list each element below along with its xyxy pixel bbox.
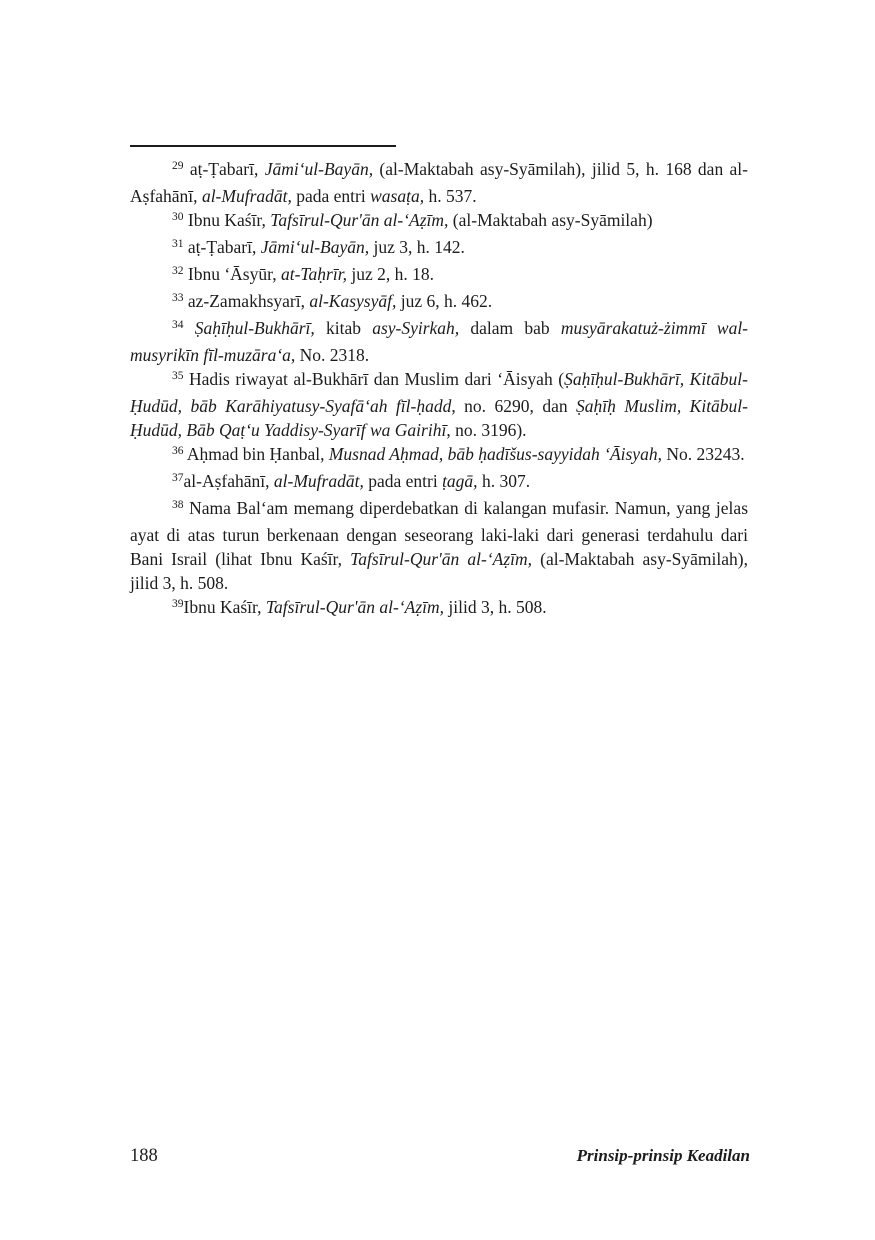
footnote-title-text: al-Mufradāt, [201, 186, 292, 206]
footnote-text: (al-Maktabah asy-Syāmilah) [448, 210, 653, 230]
footnote-text: juz 2, h. 18. [346, 264, 434, 284]
footnote-title-text: Ṣaḥīḥul-Bukhārī, Kitābul-Ḥudūd, bāb Karāhiyatusy-Syafā‘ah fīl-ḥadd [130, 369, 748, 416]
footnote-title-text: Tafsīrul-Qur'ān al-‘Aẓīm, [270, 210, 449, 230]
page-footer [130, 1146, 750, 1167]
footnote-text: al-Aṣfahānī, [183, 471, 274, 491]
footnote-title-text: al-Mufradāt, [273, 471, 364, 491]
footnote-title-text: Ṣaḥīḥul-Bukhārī, [194, 318, 315, 338]
footnote-number: 30 [172, 211, 184, 223]
footnote-text: Aḥmad bin Ḥanbal, [183, 444, 329, 464]
footnote-text: aṭ-Ṭabarī, [183, 159, 265, 179]
footnotes-section [130, 157, 748, 622]
running-title: Prinsip-prinsip Keadilan [576, 1146, 750, 1165]
footnote-text: Hadis riwayat al-Bukhārī dan Muslim dari ‘Āisyah ( [183, 369, 565, 389]
footnote-title-text: musyārakatuż-żimmī wal-musyrikīn fīl-muzāra‘a, [130, 318, 749, 365]
footnote-text: h. 307. [477, 471, 531, 491]
footnote-text: az-Zamakhsyarī, [183, 291, 310, 311]
footnote-title-text: Tafsīrul-Qur'ān al-‘Aẓīm, [350, 549, 533, 569]
footnote-36 [130, 442, 748, 469]
footnote-number: 29 [172, 160, 184, 172]
footnote-number: 33 [172, 292, 184, 304]
footnote-text: No. 2318. [295, 345, 370, 365]
footnote-title-text: at-Taḥrīr, [280, 264, 347, 284]
footnote-number: 34 [172, 319, 184, 331]
footnote-number: 36 [172, 445, 184, 457]
footnote-text [184, 318, 195, 338]
footnote-text: (al-Maktabah asy-Syāmilah), jilid 3, h. 508. [130, 549, 748, 593]
page-number: 188 [130, 1146, 158, 1166]
footnote-text: dalam bab [459, 318, 561, 338]
footnote-text: pada entri [363, 471, 443, 491]
footnote-35 [130, 367, 748, 442]
footnote-title-text: Tafsīrul-Qur'ān al-‘Aẓīm, [265, 597, 445, 617]
footnote-text: (al-Maktabah asy-Syāmilah), jilid 5, h. 168 dan al-Aṣfahānī, [130, 159, 748, 206]
footnote-number: 32 [172, 265, 184, 277]
footnote-31 [130, 235, 748, 262]
footnote-number: 39 [172, 598, 184, 610]
footnote-39 [130, 595, 748, 622]
footnote-text: juz 3, h. 142. [369, 237, 465, 257]
footnote-title-text: wasaṭa, [370, 186, 425, 206]
footnote-text: , No. 23243. [657, 444, 745, 464]
footnote-text: Nama Bal‘am memang diperdebatkan di kalangan mufasir. Namun, yang jelas ayat di atas turun berkenaan dengan seseorang laki-laki dari generasi terdahulu dari Bani Israil (lihat Ibnu Kaśīr, [130, 498, 748, 569]
footnote-number: 31 [172, 238, 184, 250]
footnote-text: jilid 3, h. 508. [444, 597, 547, 617]
footnote-title-text: asy-Syirkah, [372, 318, 460, 338]
footnote-title-text: ṭagā, [442, 471, 478, 491]
footnote-title-text: Ṣaḥīḥ Muslim, Kitābul-Ḥudūd, Bāb Qaṭ‘u Yaddisy-Syarīf wa Gairihī [130, 396, 748, 440]
footnote-text: juz 6, h. 462. [396, 291, 493, 311]
footnote-text: Ibnu ‘Āsyūr, [183, 264, 281, 284]
footnote-29 [130, 157, 748, 208]
footnote-text: aṭ-Ṭabarī, [183, 237, 261, 257]
footnote-text: h. 537. [424, 186, 477, 206]
footnote-text: pada entri [291, 186, 371, 206]
footnote-title-text: Jāmi‘ul-Bayān, [264, 159, 374, 179]
footnote-title-text: al-Kasysyāf, [309, 291, 397, 311]
footnote-number: 35 [172, 370, 184, 382]
footnote-38 [130, 496, 748, 595]
footnote-title-text: Jāmi‘ul-Bayān, [260, 237, 370, 257]
footnote-text: Ibnu Kaśīr, [183, 597, 266, 617]
footnote-33 [130, 289, 748, 316]
footnote-34 [130, 316, 748, 367]
footnote-text: , no. 6290, dan [451, 396, 577, 416]
footnote-number: 38 [172, 499, 184, 511]
footnote-separator-rule [130, 145, 396, 147]
footnote-30 [130, 208, 748, 235]
footnote-32 [130, 262, 748, 289]
footnote-text: Ibnu Kaśīr, [183, 210, 271, 230]
footnote-37 [130, 469, 748, 496]
footnote-number: 37 [172, 472, 184, 484]
footnote-title-text: Musnad Aḥmad, bāb ḥadīšus-sayyidah ‘Āisyah [328, 444, 658, 464]
footnote-text: kitab [314, 318, 373, 338]
footnote-text: , no. 3196). [446, 420, 527, 440]
